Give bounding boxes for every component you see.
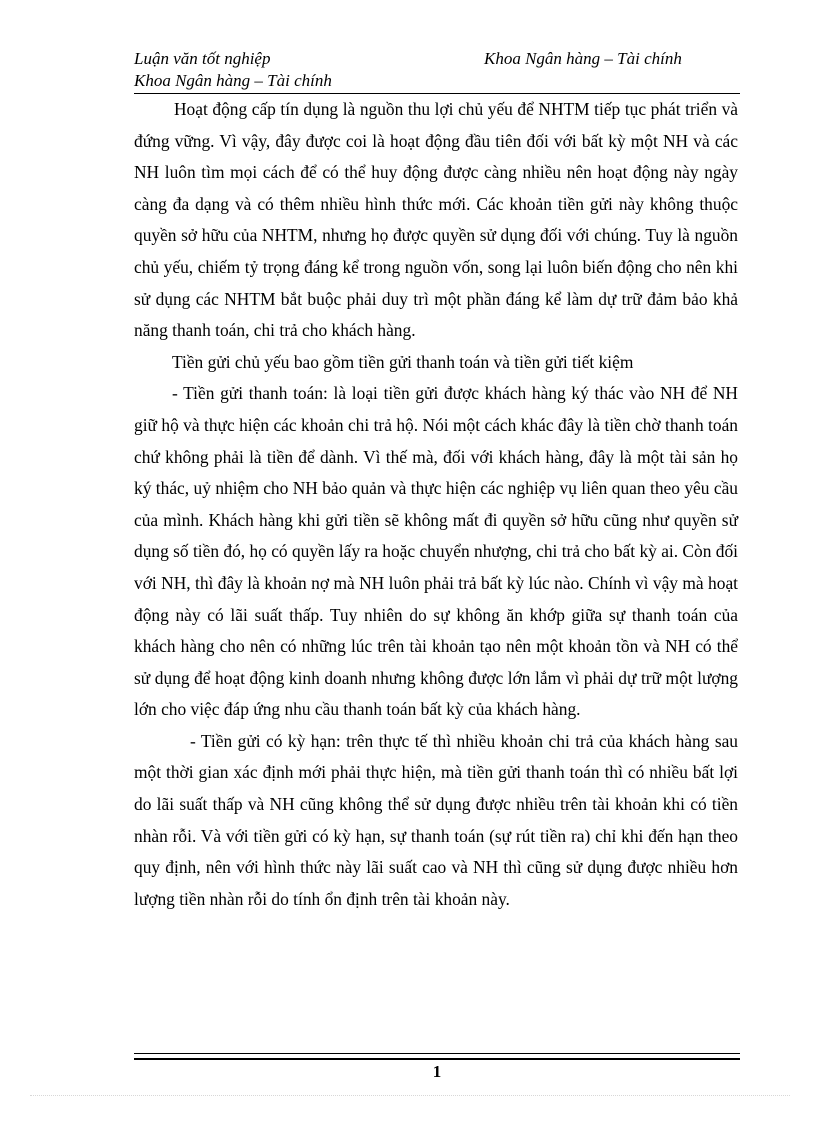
page-edge-marker [30, 1095, 790, 1096]
paragraph-credit-activity: Hoạt động cấp tín dụng là nguồn thu lợi chủ yếu để NHTM tiếp tục phát triển và đứng vững. Vì vậy, đây được coi là hoạt động đầu tiên đối với bất kỳ một NH và các NH luôn tìm mọi cách để có thể huy động được càng nhiều nên hoạt động này ngày càng đa dạng và có thêm nhiều hình thức mới. Các khoản tiền gửi này không thuộc quyền sở hữu của NHTM, nhưng họ được quyền sử dụng đối với chúng. Tuy là nguồn chủ yếu, chiếm tỷ trọng đáng kể trong nguồn vốn, song lại luôn biến động cho nên khi sử dụng các NHTM bắt buộc phải duy trì một phần đáng kể làm dự trữ đảm bảo khả năng thanh toán, chi trả cho khách hàng. [134, 99, 738, 341]
paragraph-payment-deposit: - Tiền gửi thanh toán: là loại tiền gửi được khách hàng ký thác vào NH để NH giữ hộ và thực hiện các khoản chi trả hộ. Nói một cách khác đây là tiền chờ thanh toán chứ không phải là tiền để dành. Vì thế mà, đối với khách hàng, đây là một tài sản họ ký thác, uỷ nhiệm cho NH bảo quản và thực hiện các nghiệp vụ liên quan theo yêu cầu của mình. Khách hàng khi gửi tiền sẽ không mất đi quyền sở hữu cũng như quyền sử dụng số tiền đó, họ có quyền lấy ra hoặc chuyển nhượng, chi trả cho bất kỳ ai. Còn đối với NH, thì đây là khoản nợ mà NH luôn phải trả bất kỳ lúc nào. Chính vì vậy mà hoạt động này có lãi suất thấp. Tuy nhiên do sự không ăn khớp giữa sự thanh toán của khách hàng cho nên có những lúc trên tài khoản tạo nên một khoản tồn và NH có thể sử dụng để hoạt động kinh doanh nhưng không được lớn lắm vì phải dự trữ một lượng lớn cho việc đáp ứng nhu cầu thanh toán bất kỳ của khách hàng. [134, 383, 738, 720]
document-body [134, 94, 738, 915]
header-thesis-label: Luận văn tốt nghiệp [134, 49, 271, 68]
page-number: 1 [432, 1062, 442, 1081]
paragraph-deposit-types: Tiền gửi chủ yếu bao gồm tiền gửi thanh toán và tiền gửi tiết kiệm [172, 351, 634, 372]
page-header [134, 48, 744, 92]
paragraph-term-deposit: - Tiền gửi có kỳ hạn: trên thực tế thì nhiều khoản chi trả của khách hàng sau một thời gian xác định mới phải thực hiện, mà tiền gửi thanh toán thì có nhiều bất lợi do lãi suất thấp và NH cũng không thể sử dụng được nhiều trên tài khoản khi có tiền nhàn rỗi. Và với tiền gửi có kỳ hạn, sự thanh toán (sự rút tiền ra) chỉ khi đến hạn theo quy định, nên với hình thức này lãi suất cao và NH thì cũng sử dụng được nhiều hơn lượng tiền nhàn rỗi do tính ổn định trên tài khoản này. [134, 730, 738, 909]
header-row-2 [134, 70, 744, 92]
header-row-1 [134, 48, 744, 70]
header-faculty-right: Khoa Ngân hàng – Tài chính [484, 49, 682, 68]
header-faculty-left: Khoa Ngân hàng – Tài chính [134, 71, 332, 90]
footer-divider [134, 1053, 740, 1060]
